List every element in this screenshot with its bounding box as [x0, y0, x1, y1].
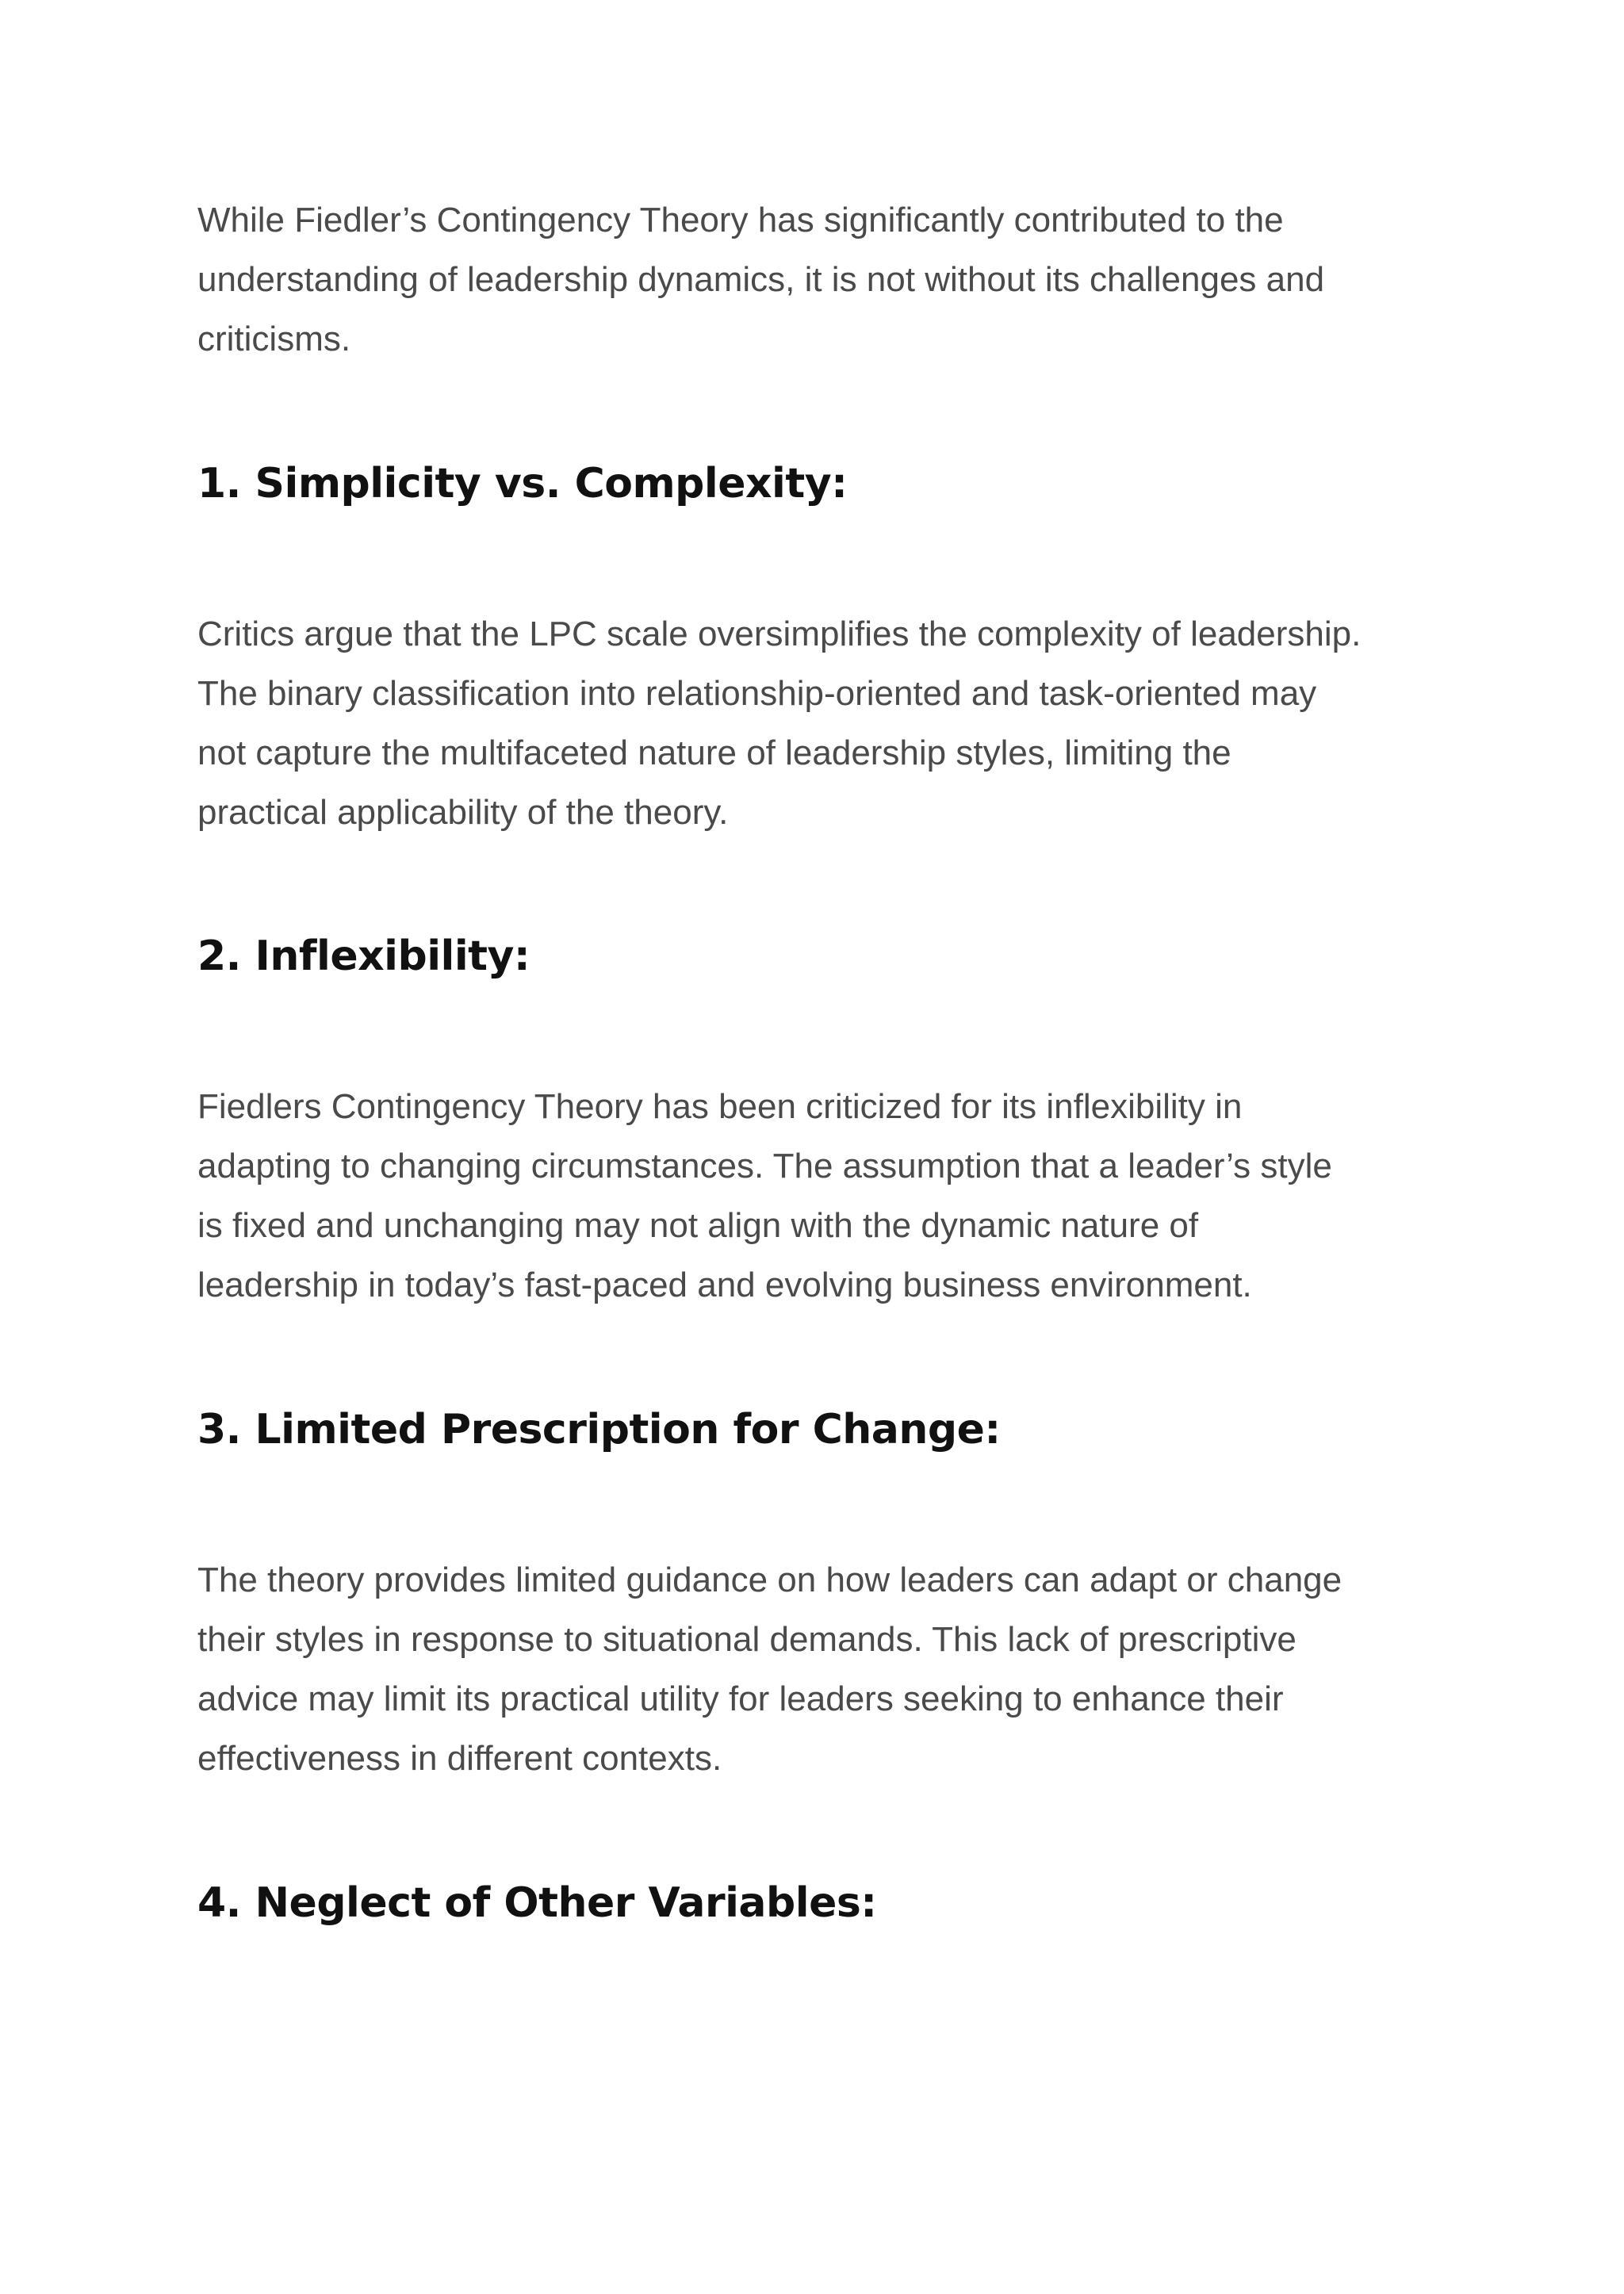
section-paragraph-limited-prescription	[197, 1550, 1482, 1788]
section-heading-inflexibility: 2. Inflexibility:	[197, 933, 530, 980]
section-heading-limited-prescription: 3. Limited Prescription for Change:	[197, 1406, 1001, 1453]
section-paragraph-inflexibility	[197, 1077, 1482, 1315]
intro-paragraph	[197, 190, 1482, 369]
intro-line: understanding of leadership dynamics, it is not without its challenges and	[197, 260, 1325, 299]
intro-line: criticisms.	[197, 320, 351, 358]
paragraph-line: The binary classification into relationship-oriented and task-oriented may	[197, 674, 1317, 713]
section-paragraph-simplicity	[197, 604, 1482, 842]
paragraph-line: not capture the multifaceted nature of leadership styles, limiting the	[197, 733, 1231, 772]
paragraph-line: effectiveness in different contexts.	[197, 1739, 722, 1778]
paragraph-line: Fiedlers Contingency Theory has been criticized for its inflexibility in	[197, 1087, 1243, 1126]
paragraph-line: adapting to changing circumstances. The assumption that a leader’s style	[197, 1147, 1332, 1185]
section-heading-neglect-variables: 4. Neglect of Other Variables:	[197, 1879, 877, 1927]
paragraph-line: Critics argue that the LPC scale oversimplifies the complexity of leadership.	[197, 615, 1362, 653]
paragraph-line: practical applicability of the theory.	[197, 793, 729, 832]
paragraph-line: leadership in today’s fast-paced and evolving business environment.	[197, 1266, 1252, 1304]
paragraph-line: advice may limit its practical utility for leaders seeking to enhance their	[197, 1679, 1284, 1718]
intro-line: While Fiedler’s Contingency Theory has significantly contributed to the	[197, 201, 1284, 239]
paragraph-line: The theory provides limited guidance on how leaders can adapt or change	[197, 1561, 1342, 1599]
paragraph-line: their styles in response to situational demands. This lack of prescriptive	[197, 1620, 1297, 1659]
paragraph-line: is fixed and unchanging may not align with the dynamic nature of	[197, 1206, 1199, 1245]
section-heading-simplicity: 1. Simplicity vs. Complexity:	[197, 460, 848, 507]
